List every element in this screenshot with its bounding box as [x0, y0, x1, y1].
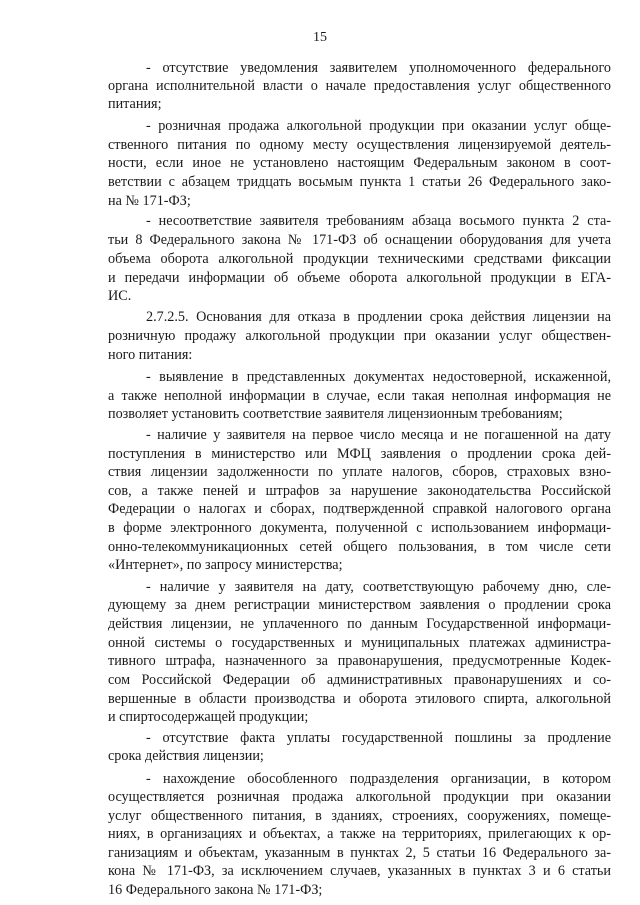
- text-line: сов, а также пеней и штрафов за нарушение законодательства Российской: [108, 483, 611, 499]
- text-line: ганизациям и объектам, указанным в пунктах 2, 5 статьи 16 Федерального за-: [108, 845, 611, 861]
- text-line: 2.7.2.5. Основания для отказа в продлении срока действия лицензии на: [146, 309, 611, 325]
- text-line: питания;: [108, 96, 162, 112]
- text-line: дующему за днем регистрации министерством заявления о продлении срока: [108, 597, 611, 613]
- text-line: 16 Федерального закона № 171-ФЗ;: [108, 882, 323, 898]
- text-line: - наличие у заявителя на первое число месяца и не погашенной на дату: [146, 427, 611, 443]
- text-line: и передачи информации об объеме оборота алкогольной продукции в ЕГА-: [108, 270, 611, 286]
- text-line: объема оборота алкогольной продукции техническими средствами фиксации: [108, 251, 611, 267]
- text-line: а также неполной информации в случае, если такая неполная информация не: [108, 388, 611, 404]
- text-line: действия лицензии, не уплаченного по данным Государственной информаци-: [108, 616, 611, 632]
- text-line: сом Российской Федерации об административных правонарушениях и со-: [108, 672, 611, 688]
- text-line: и спиртосодержащей продукции;: [108, 709, 309, 725]
- text-line: позволяет установить соответствие заявителя лицензионным требованиям;: [108, 406, 563, 422]
- text-line: ственного питания по одному месту осуществления лицензируемой деятель-: [108, 137, 611, 153]
- text-line: - отсутствие факта уплаты государственной пошлины за продление: [146, 730, 611, 746]
- text-line: ного питания:: [108, 347, 193, 363]
- page-number: 15: [313, 30, 327, 45]
- text-line: в форме электронного документа, полученной с использованием информаци-: [108, 520, 611, 536]
- text-line: кона № 171-ФЗ, за исключением случаев, указанных в пунктах 3 и 6 статьи: [108, 863, 611, 879]
- text-line: на № 171-ФЗ;: [108, 193, 191, 209]
- text-line: «Интернет», по запросу министерства;: [108, 557, 343, 573]
- text-line: розничную продажу алкогольной продукции при оказании услуг обществен-: [108, 328, 611, 344]
- text-line: - нахождение обособленного подразделения организации, в котором: [146, 771, 611, 787]
- text-line: - отсутствие уведомления заявителем уполномоченного федерального: [146, 60, 611, 76]
- text-line: услуг общественного питания, в зданиях, строениях, сооружениях, помеще-: [108, 808, 611, 824]
- text-line: Федерации о налогах и сборах, подтвержденной справкой налогового органа: [108, 501, 611, 517]
- text-line: ветствии с абзацем тридцать восьмым пункта 1 статьи 26 Федерального зако-: [108, 174, 611, 190]
- text-line: ИС.: [108, 288, 132, 304]
- text-line: вершенные в области производства и оборота этилового спирта, алкогольной: [108, 691, 611, 707]
- text-line: тивного штрафа, назначенного за правонарушения, предусмотренные Кодек-: [108, 653, 611, 669]
- text-line: осуществляется розничная продажа алкогольной продукции при оказании: [108, 789, 611, 805]
- text-line: органа исполнительной власти о начале предоставления услуг общественного: [108, 78, 611, 94]
- text-line: онно-телекоммуникационных сетей общего пользования, в том числе сети: [108, 539, 611, 555]
- text-line: ствия лицензии задолженности по уплате налогов, сборов, страховых взно-: [108, 464, 611, 480]
- text-line: поступления в министерство или МФЦ заявления о продлении срока дей-: [108, 446, 611, 462]
- text-line: срока действия лицензии;: [108, 748, 264, 764]
- text-line: онной системы о государственных и муниципальных платежах администра-: [108, 635, 611, 651]
- text-line: - розничная продажа алкогольной продукции при оказании услуг обще-: [146, 118, 611, 134]
- text-line: - несоответствие заявителя требованиям абзаца восьмого пункта 2 ста-: [146, 213, 611, 229]
- text-line: - наличие у заявителя на дату, соответствующую рабочему дню, сле-: [146, 579, 611, 595]
- text-line: - выявление в представленных документах недостоверной, искаженной,: [146, 369, 611, 385]
- text-line: тьи 8 Федерального закона № 171-ФЗ об оснащении оборудования для учета: [108, 232, 611, 248]
- text-line: ниях, в организациях и объектах, а также на территориях, прилегающих к ор-: [108, 826, 611, 842]
- text-line: ности, если иное не установлено настоящим Федеральным законом в соот-: [108, 155, 611, 171]
